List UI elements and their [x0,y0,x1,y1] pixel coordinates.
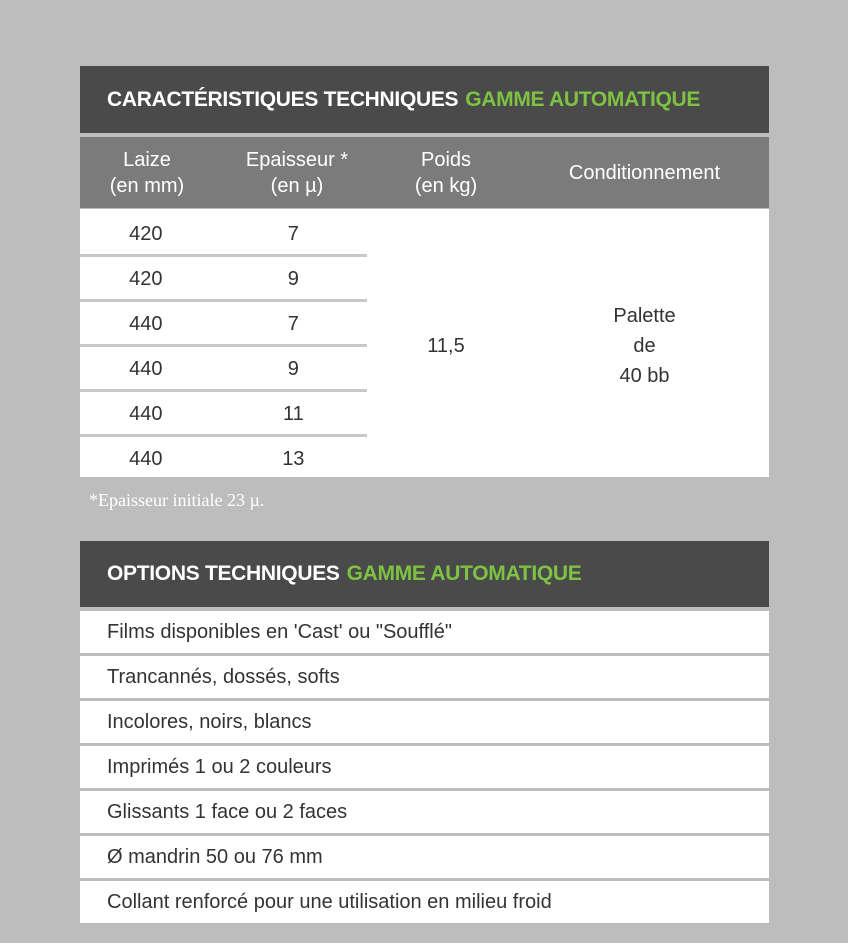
conditionnement-line: 40 bb [619,365,670,387]
specs-title-main: CARACTÉRISTIQUES TECHNIQUES [107,87,459,111]
cell-laize: 420 [129,267,163,290]
options-title-accent: GAMME AUTOMATIQUE [346,562,582,585]
specs-table-header [80,137,769,208]
option-item: Trancannés, dossés, softs [80,656,769,698]
cell-epaisseur: 9 [287,267,299,290]
header-epaisseur [222,137,372,208]
table-row [80,437,367,481]
cell-laize: 420 [129,222,163,245]
cell-epaisseur: 13 [282,447,305,470]
option-item: Imprimés 1 ou 2 couleurs [80,746,769,788]
conditionnement-line: Palette [613,305,676,327]
header-epaisseur-label: Epaisseur * [245,148,349,171]
specs-title-accent: GAMME AUTOMATIQUE [465,87,701,111]
cell-poids: 11,5 [427,335,465,357]
cell-laize: 440 [129,357,163,380]
options-table-title [80,541,769,607]
cell-epaisseur: 7 [287,222,299,245]
cell-epaisseur: 11 [282,402,304,425]
option-item: Incolores, noirs, blancs [80,701,769,743]
option-item: Collant renforcé pour une utilisation en milieu froid [80,881,769,923]
conditionnement-line: de [633,335,656,357]
table-row [80,212,367,256]
specs-table-title [80,66,769,133]
options-title-main: OPTIONS TECHNIQUES [107,562,340,585]
table-row [80,302,367,346]
cell-laize: 440 [129,402,163,425]
table-row [80,347,367,391]
cell-laize: 440 [129,447,163,470]
cell-epaisseur: 7 [287,312,299,335]
specs-table-body [80,209,769,477]
table-row [80,392,367,436]
header-laize-label: Laize [123,148,171,171]
table-row [80,257,367,301]
option-item: Glissants 1 face ou 2 faces [80,791,769,833]
header-poids [372,137,520,208]
header-conditionnement [520,137,769,208]
cell-laize: 440 [129,312,163,335]
header-laize-unit: (en mm) [109,174,185,197]
cell-epaisseur: 9 [287,357,299,380]
footnote: *Epaisseur initiale 23 µ. [89,490,265,510]
option-item: Ø mandrin 50 ou 76 mm [80,836,769,878]
option-item: Films disponibles en 'Cast' ou "Soufflé" [80,611,769,653]
header-laize [80,137,214,208]
header-conditionnement-label: Conditionnement [568,161,721,184]
header-epaisseur-unit: (en µ) [270,174,324,197]
header-poids-unit: (en kg) [414,174,478,197]
cell-conditionnement [520,301,769,391]
header-poids-label: Poids [420,148,472,171]
